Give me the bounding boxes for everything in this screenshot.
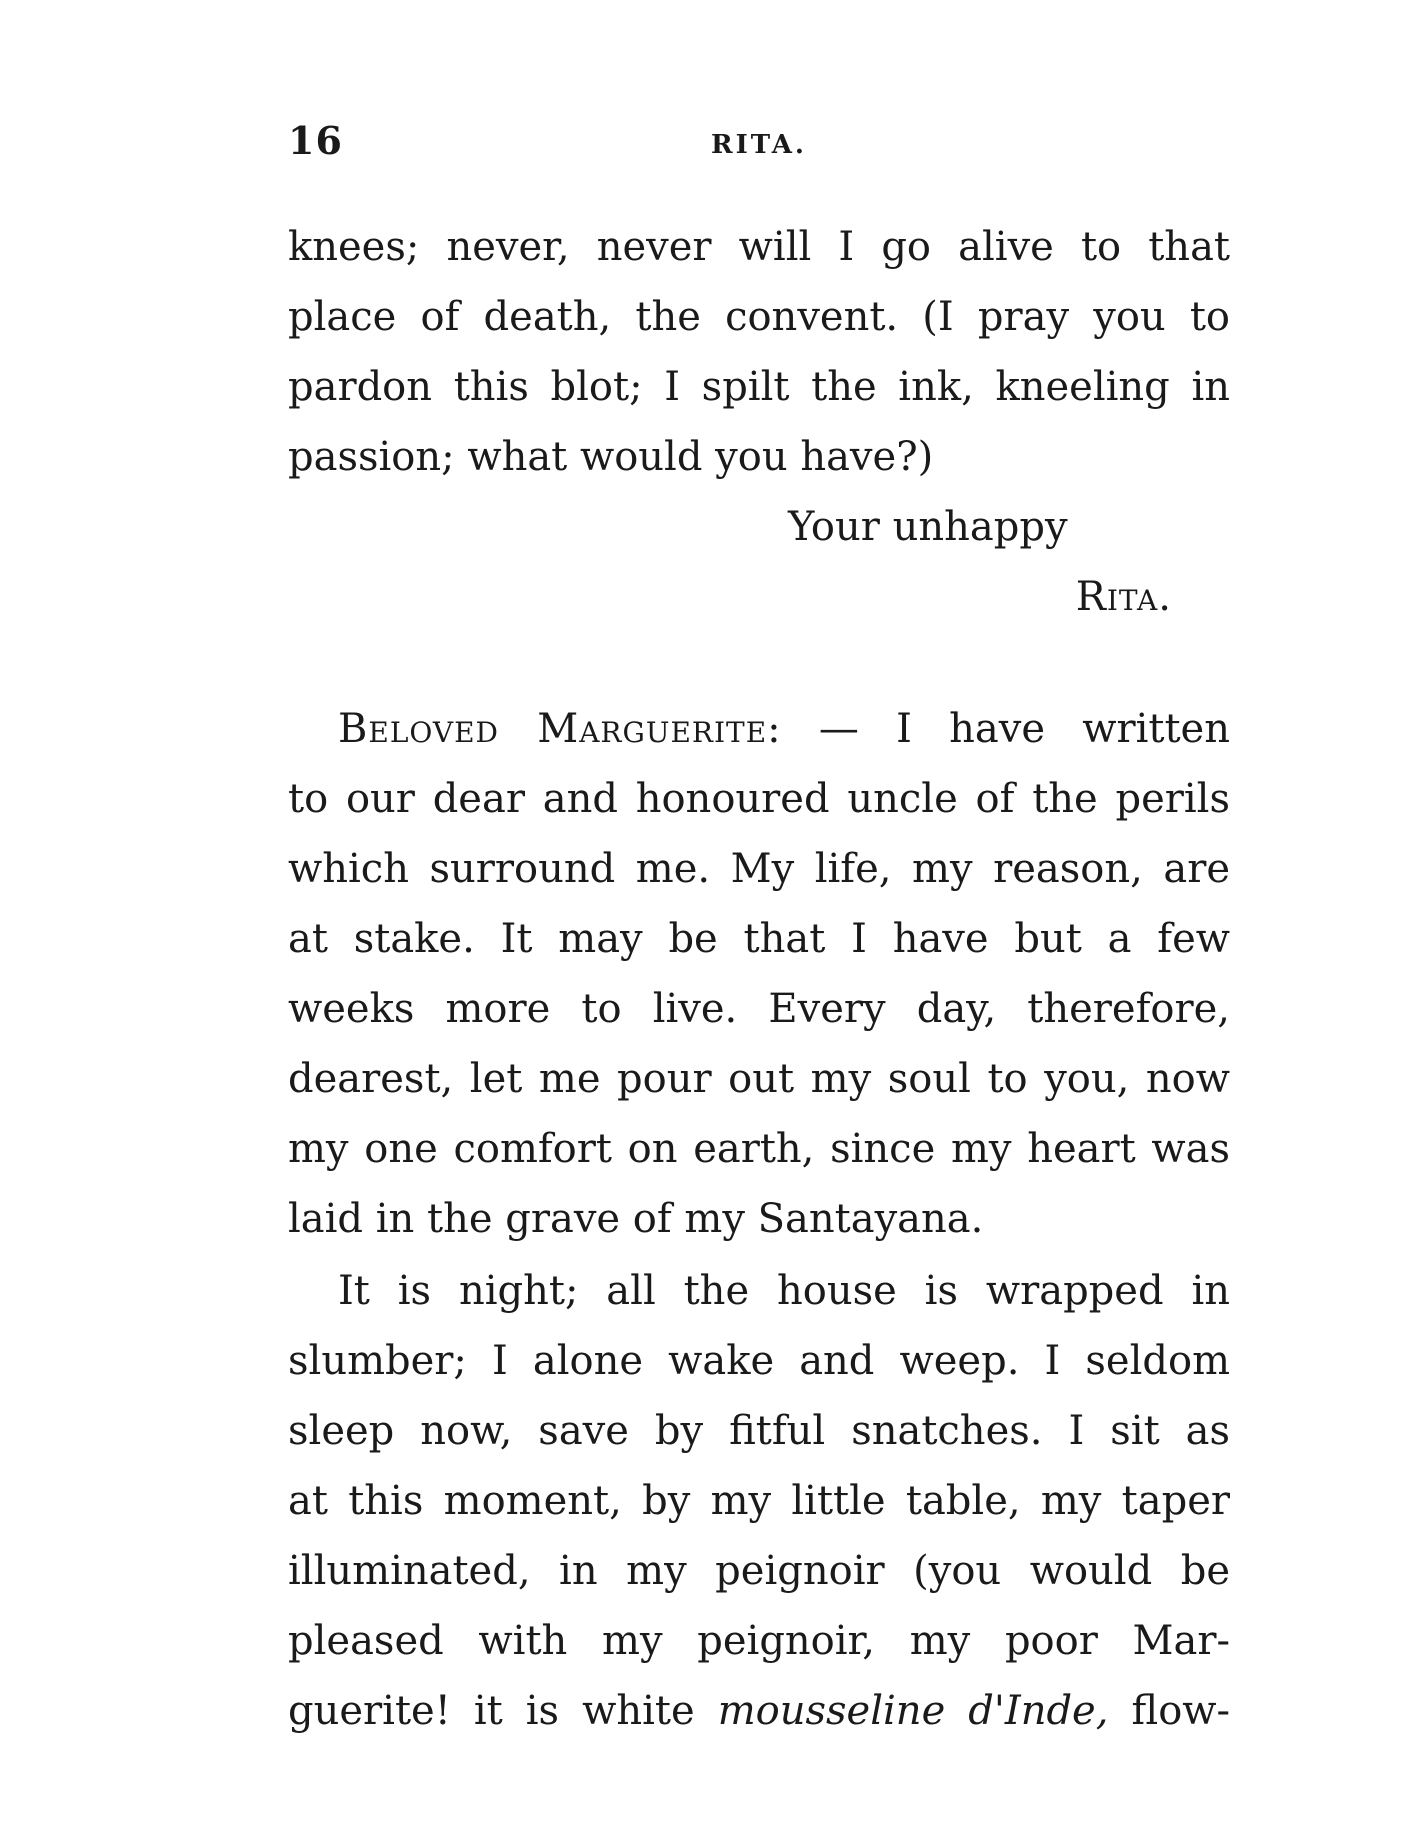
text-line: pleased with my peignoir, my poor Mar- (288, 1618, 1230, 1664)
salutation: Beloved Marguerite: (338, 706, 782, 752)
text-line: slumber; I alone wake and weep. I seldom (288, 1338, 1230, 1384)
text-line: passion; what would you have?) (288, 434, 934, 480)
letter-ending (288, 212, 1230, 632)
text-line: pardon this blot; I spilt the ink, kneeling in (288, 364, 1230, 410)
body-text (288, 212, 1230, 1746)
text-line: knees; never, never will I go alive to that (288, 224, 1230, 270)
text-line: dearest, let me pour out my soul to you, now (288, 1056, 1230, 1102)
page-header (288, 118, 1230, 168)
salutation-continuation: — I have written (818, 706, 1230, 752)
text-line: laid in the grave of my Santayana. (288, 1196, 984, 1242)
text-line: place of death, the convent. (I pray you to (288, 294, 1230, 340)
letter-signature: Rita. (1075, 574, 1172, 620)
text-line: which surround me. My life, my reason, are (288, 846, 1230, 892)
text-line: It is night; all the house is wrapped in (338, 1268, 1230, 1314)
italic-phrase: mousseline d'Inde, (717, 1688, 1109, 1734)
section-gap (288, 632, 1230, 694)
text-line: at this moment, by my little table, my taper (288, 1478, 1230, 1524)
text-segment: guerite! it is white (288, 1688, 695, 1734)
text-line: my one comfort on earth, since my heart was (288, 1126, 1230, 1172)
letter-paragraph-2 (288, 1256, 1230, 1746)
text-line: sleep now, save by fitful snatches. I sit as (288, 1408, 1230, 1454)
letter-closing: Your unhappy (788, 504, 1068, 550)
text-line: at stake. It may be that I have but a few (288, 916, 1230, 962)
text-line: weeks more to live. Every day, therefore, (288, 986, 1230, 1032)
text-line: to our dear and honoured uncle of the perils (288, 776, 1230, 822)
page-number: 16 (288, 118, 343, 163)
running-title: RITA. (711, 130, 807, 160)
salutation-line (288, 694, 1230, 764)
letter-paragraph-1 (288, 694, 1230, 1254)
text-line-last (288, 1676, 1230, 1746)
text-segment: flow- (1131, 1688, 1230, 1734)
text-line: illuminated, in my peignoir (you would be (288, 1548, 1230, 1594)
